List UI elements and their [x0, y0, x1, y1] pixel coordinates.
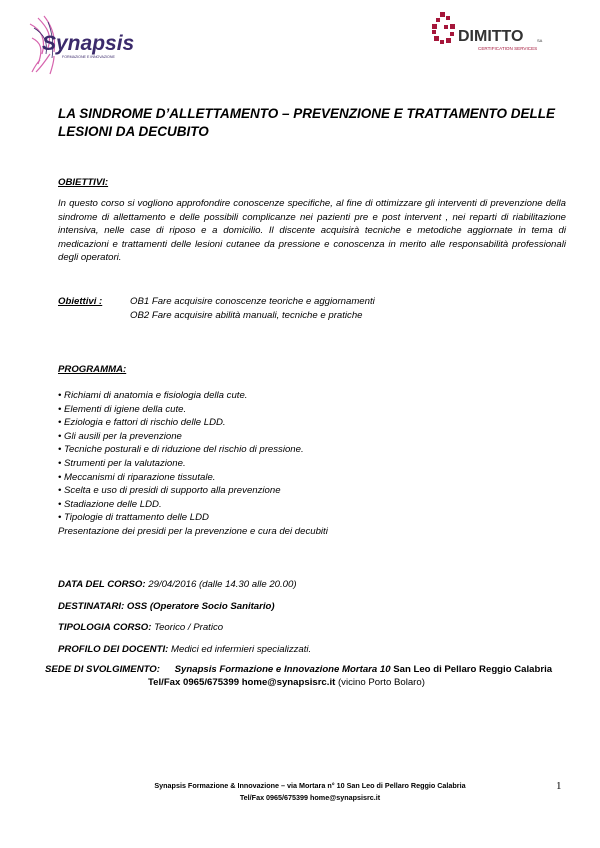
sede-label: SEDE DI SVOLGIMENTO: — [45, 664, 160, 675]
page-footer — [120, 780, 500, 804]
data-corso-label: DATA DEL CORSO: — [58, 579, 146, 590]
obiettivo-item: OB2 Fare acquisire abilità manuali, tecniche e pratiche — [130, 309, 363, 321]
obiettivo-item: OB1 Fare acquisire conoscenze teoriche e aggiornamenti — [130, 296, 375, 307]
programma-heading: PROGRAMMA: — [58, 364, 127, 375]
obiettivi-text: In questo corso si vogliono approfondire conoscenze specifiche, al fine di ottimizzare gli interventi di prevenzione della sindrome di allettamento e delle possibili complicanze nei pazienti pre e post intervent , nei reparti di riabilitazione intensiva, nelle case di riposo e a domicilio. Il discente acquisirà tecniche e metodiche aggiornate in tema di medicazioni e trattamenti delle lesioni cutanee da pressione e conoscenza in merito alle responsabilità professionali degli operatori. — [58, 198, 566, 264]
sede-line-1 — [45, 663, 565, 676]
programma-item: • Eziologia e fattori di rischio delle LDD. — [58, 417, 226, 429]
profilo-docenti-value: Medici ed infermieri specializzati. — [168, 643, 312, 655]
course-title: LA SINDROME D’ALLETTAMENTO – PREVENZIONE E TRATTAMENTO DELLE LESIONI DA DECUBITO — [58, 106, 556, 139]
programma-list — [58, 389, 328, 539]
data-corso-value: 29/04/2016 (dalle 14.30 alle 20.00) — [145, 579, 297, 590]
dimitto-tagline: CERTIFICATION SERVICES — [478, 46, 538, 51]
dimitto-suffix: SA — [537, 38, 543, 43]
footer-address: Synapsis Formazione & Innovazione – via Mortara n° 10 San Leo di Pellaro Reggio Calabria — [154, 781, 466, 790]
profilo-docenti-label: PROFILO DEI DOCENTI: — [58, 643, 169, 655]
programma-item: Presentazione dei presidi per la prevenzione e cura dei decubiti — [58, 525, 328, 537]
sede-contacts: Tel/Fax 0965/675399 home@synapsisrc.it — [148, 677, 336, 688]
programma-item: • Strumenti per la valutazione. — [58, 457, 186, 469]
dimitto-logo — [428, 8, 558, 66]
profilo-docenti-row — [58, 643, 311, 656]
programma-item: • Gli ausili per la prevenzione — [58, 430, 182, 442]
destinatari-label: DESTINATARI: — [58, 600, 125, 612]
dimitto-wordmark: DIMITTO — [458, 28, 524, 45]
tipologia-row — [58, 621, 311, 634]
programma-item: • Elementi di igiene della cute. — [58, 403, 187, 415]
synapsis-wordmark: Synapsis — [42, 32, 135, 55]
synapsis-logo — [28, 14, 138, 76]
course-details — [58, 578, 311, 664]
synapsis-tagline: FORMAZIONE E INNOVAZIONE — [62, 55, 115, 59]
data-corso-row — [58, 578, 311, 591]
page-number: 1 — [556, 780, 562, 792]
sede-place: San Leo di Pellaro Reggio Calabria — [390, 664, 553, 675]
programma-item: • Scelta e uso di presidi di supporto alla prevenzione — [58, 485, 281, 497]
programma-item: • Meccanismi di riparazione tissutale. — [58, 471, 216, 483]
sede-line-2 — [45, 676, 565, 689]
programma-item: • Richiami di anatomia e fisiologia della cute. — [58, 390, 248, 401]
sede-note: (vicino Porto Bolaro) — [335, 677, 425, 688]
sede-svolgimento — [45, 663, 565, 689]
tipologia-label: TIPOLOGIA CORSO: — [58, 622, 152, 634]
sede-venue: Synapsis Formazione e Innovazione Mortara 10 — [174, 664, 391, 675]
programma-item: • Tipologie di trattamento delle LDD — [58, 512, 209, 524]
obiettivi-heading: OBIETTIVI: — [58, 177, 109, 188]
destinatari-row — [58, 600, 311, 613]
programma-item: • Stadiazione delle LDD. — [58, 498, 162, 510]
obiettivi-list-label: Obiettivi : — [58, 296, 103, 307]
destinatari-value: OSS (Operatore Socio Sanitario) — [124, 600, 275, 612]
obiettivi-list — [130, 295, 375, 322]
tipologia-value: Teorico / Pratico — [151, 622, 224, 634]
footer-contacts: Tel/Fax 0965/675399 home@synapsisrc.it — [239, 793, 381, 802]
programma-item: • Tecniche posturali e di riduzione del rischio di pressione. — [58, 444, 304, 456]
